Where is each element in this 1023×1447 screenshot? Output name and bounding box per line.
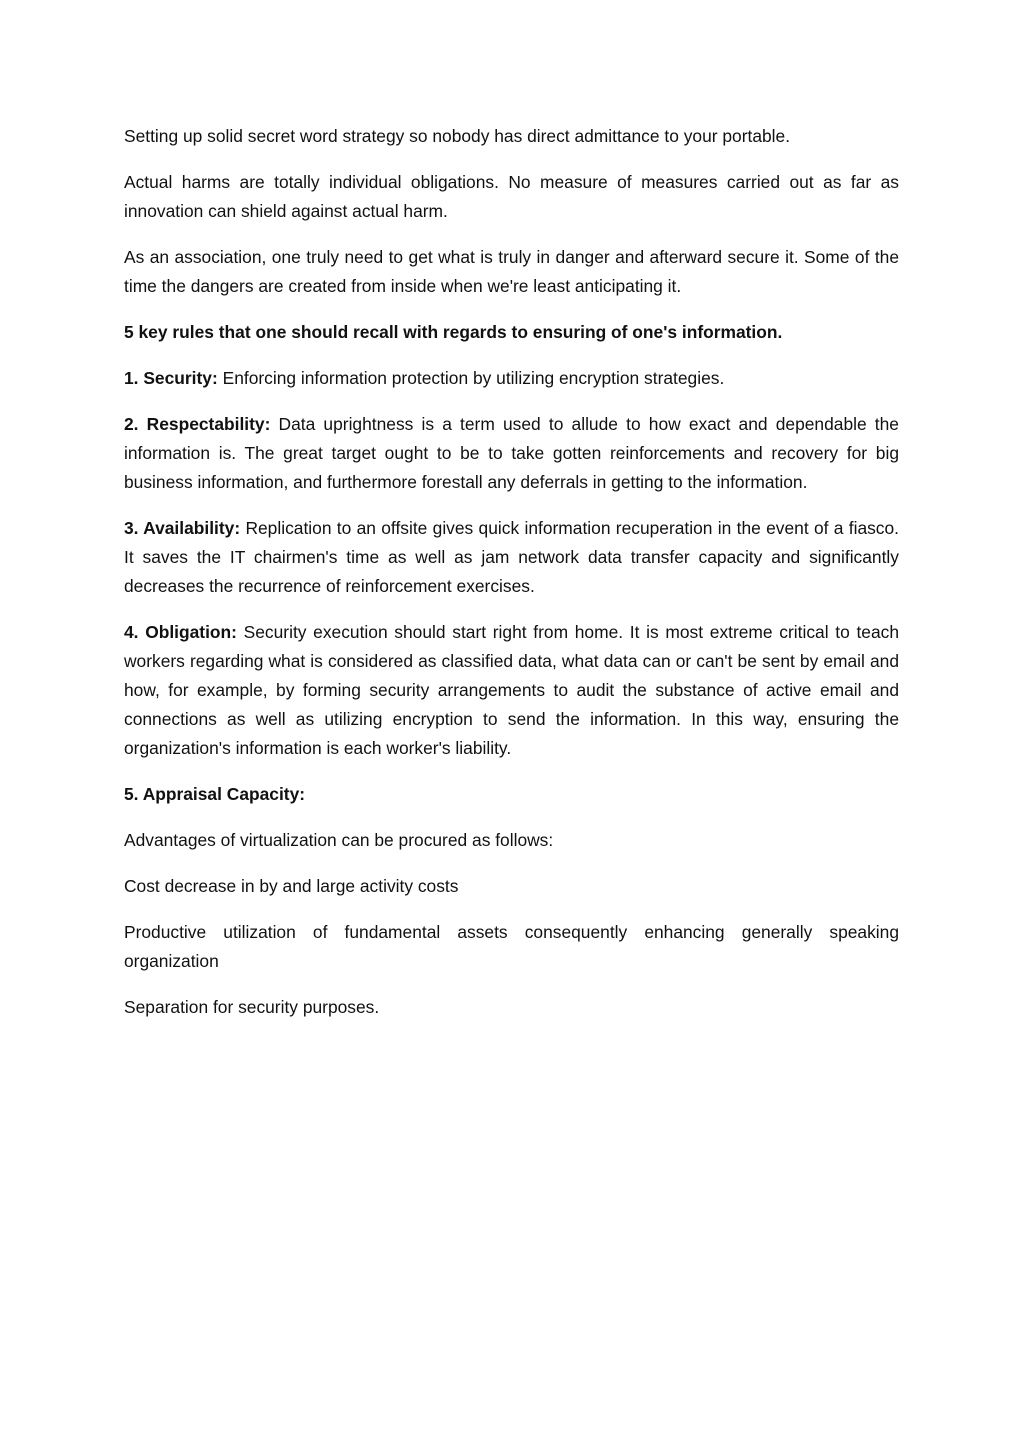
rule-5-label: 5. Appraisal Capacity: (124, 784, 306, 804)
document-body (124, 122, 899, 1039)
rule-3 (124, 514, 899, 601)
rule-3-text: Replication to an offsite gives quick information recuperation in the event of a fiasco. It saves the IT chairmen's time as well as jam network data transfer capacity and significantly decreases the recurrence of reinforcement exercises. (124, 518, 900, 596)
rule-5 (124, 780, 899, 809)
intro-paragraph-1: Setting up solid secret word strategy so nobody has direct admittance to your portable. (124, 126, 791, 146)
rule-2 (124, 410, 899, 497)
rule-2-text: Data uprightness is a term used to allude to how exact and dependable the information is. The great target ought to be to take gotten reinforcements and recovery for big business information, and furthermore forestall any deferrals in getting to the information. (124, 414, 899, 492)
rule-4-text: Security execution should start right from home. It is most extreme critical to teach workers regarding what is considered as classified data, what data can or can't be sent by email and how, for example, by forming security arrangements to audit the substance of active email and connections as well as utilizing encryption to send the information. In this way, ensuring the organization's information is each worker's liability. (124, 622, 899, 758)
rules-heading (124, 318, 899, 347)
rule-3-label: 3. Availability: (124, 518, 241, 538)
rule-1-text: Enforcing information protection by utilizing encryption strategies. (217, 368, 725, 388)
intro-paragraph-3: As an association, one truly need to get what is truly in danger and afterward secure it. Some of the time the dangers are created from inside when we're least anticipating it. (124, 247, 899, 296)
intro-paragraph-2: Actual harms are totally individual obligations. No measure of measures carried out as far as innovation can shield against actual harm. (124, 172, 899, 221)
closing-paragraph-2: Cost decrease in by and large activity costs (124, 876, 459, 896)
rules-heading-text: 5 key rules that one should recall with regards to ensuring of one's information. (124, 322, 783, 342)
rule-1 (124, 364, 899, 393)
rule-4 (124, 618, 899, 763)
rule-1-label: 1. Security: (124, 368, 218, 388)
rule-2-label: 2. Respectability: (124, 414, 271, 434)
closing-paragraph-3: Productive utilization of fundamental assets consequently enhancing generally speaking organization (124, 922, 899, 971)
rule-4-label: 4. Obligation: (124, 622, 237, 642)
closing-paragraph-4: Separation for security purposes. (124, 997, 380, 1017)
closing-paragraph-1: Advantages of virtualization can be procured as follows: (124, 830, 554, 850)
